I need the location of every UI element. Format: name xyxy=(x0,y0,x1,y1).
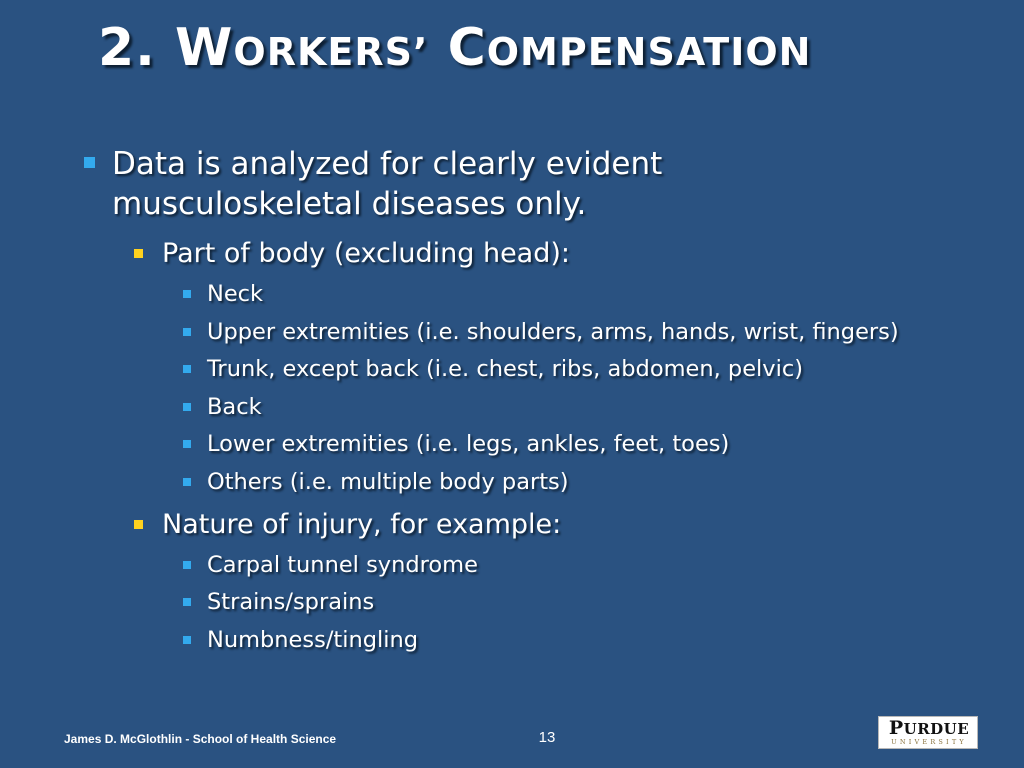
title-initial-c: C xyxy=(447,18,487,78)
square-bullet-icon xyxy=(134,249,143,258)
sub-bullet-text: Part of body (excluding head): xyxy=(162,238,570,269)
logo-wordmark xyxy=(879,718,979,739)
list-item-body-part xyxy=(207,317,899,347)
square-bullet-icon xyxy=(183,403,191,411)
square-bullet-icon xyxy=(183,365,191,373)
bullet-text-line-2: musculoskeletal diseases only. xyxy=(112,186,587,222)
list-item-text: Upper extremities (i.e. shoulders, arms, hands, wrist, fingers) xyxy=(207,319,899,345)
list-item-body-part xyxy=(207,392,262,422)
list-item-injury xyxy=(207,550,478,580)
title-number: 2. xyxy=(98,18,156,78)
list-item-text: Numbness/tingling xyxy=(207,627,419,653)
logo-subtitle: UNIVERSITY xyxy=(891,738,967,746)
page-number: 13 xyxy=(538,729,556,746)
title-smallcaps-workers: ORKERS’ xyxy=(233,30,429,74)
list-item-text: Trunk, except back (i.e. chest, ribs, abdomen, pelvic) xyxy=(207,356,803,382)
square-bullet-icon xyxy=(183,290,191,298)
title-smallcaps-compensation: OMPENSATION xyxy=(486,30,812,74)
square-bullet-icon xyxy=(134,520,143,529)
square-bullet-icon xyxy=(183,440,191,448)
list-item-text: Back xyxy=(207,394,262,420)
sub-bullet-body-part xyxy=(162,237,570,271)
list-item-body-part xyxy=(207,354,803,384)
list-item-text: Carpal tunnel syndrome xyxy=(207,552,478,578)
footer-author: James D. McGlothlin - School of Health Science xyxy=(64,732,337,746)
square-bullet-icon xyxy=(183,478,191,486)
square-bullet-icon xyxy=(183,561,191,569)
sub-bullet-text: Nature of injury, for example: xyxy=(162,509,562,540)
square-bullet-icon xyxy=(84,157,95,168)
logo-initial: P xyxy=(888,717,904,739)
list-item-text: Others (i.e. multiple body parts) xyxy=(207,469,569,495)
list-item-body-part xyxy=(207,467,569,497)
list-item-body-part xyxy=(207,279,263,309)
bullet-text-line-1: Data is analyzed for clearly evident xyxy=(112,146,663,182)
square-bullet-icon xyxy=(183,328,191,336)
list-item-injury xyxy=(207,587,374,617)
list-item-text: Neck xyxy=(207,281,264,307)
list-item-body-part xyxy=(207,429,729,459)
sub-bullet-nature-of-injury xyxy=(162,508,561,542)
logo-smallcaps: URDUE xyxy=(903,720,970,738)
list-item-text: Strains/sprains xyxy=(207,589,375,615)
list-item-text: Lower extremities (i.e. legs, ankles, feet, toes) xyxy=(207,431,730,457)
list-item-injury xyxy=(207,625,418,655)
purdue-logo xyxy=(878,716,978,749)
square-bullet-icon xyxy=(183,598,191,606)
square-bullet-icon xyxy=(183,636,191,644)
title-initial-w: W xyxy=(175,18,234,78)
bullet-item-main xyxy=(112,144,662,224)
